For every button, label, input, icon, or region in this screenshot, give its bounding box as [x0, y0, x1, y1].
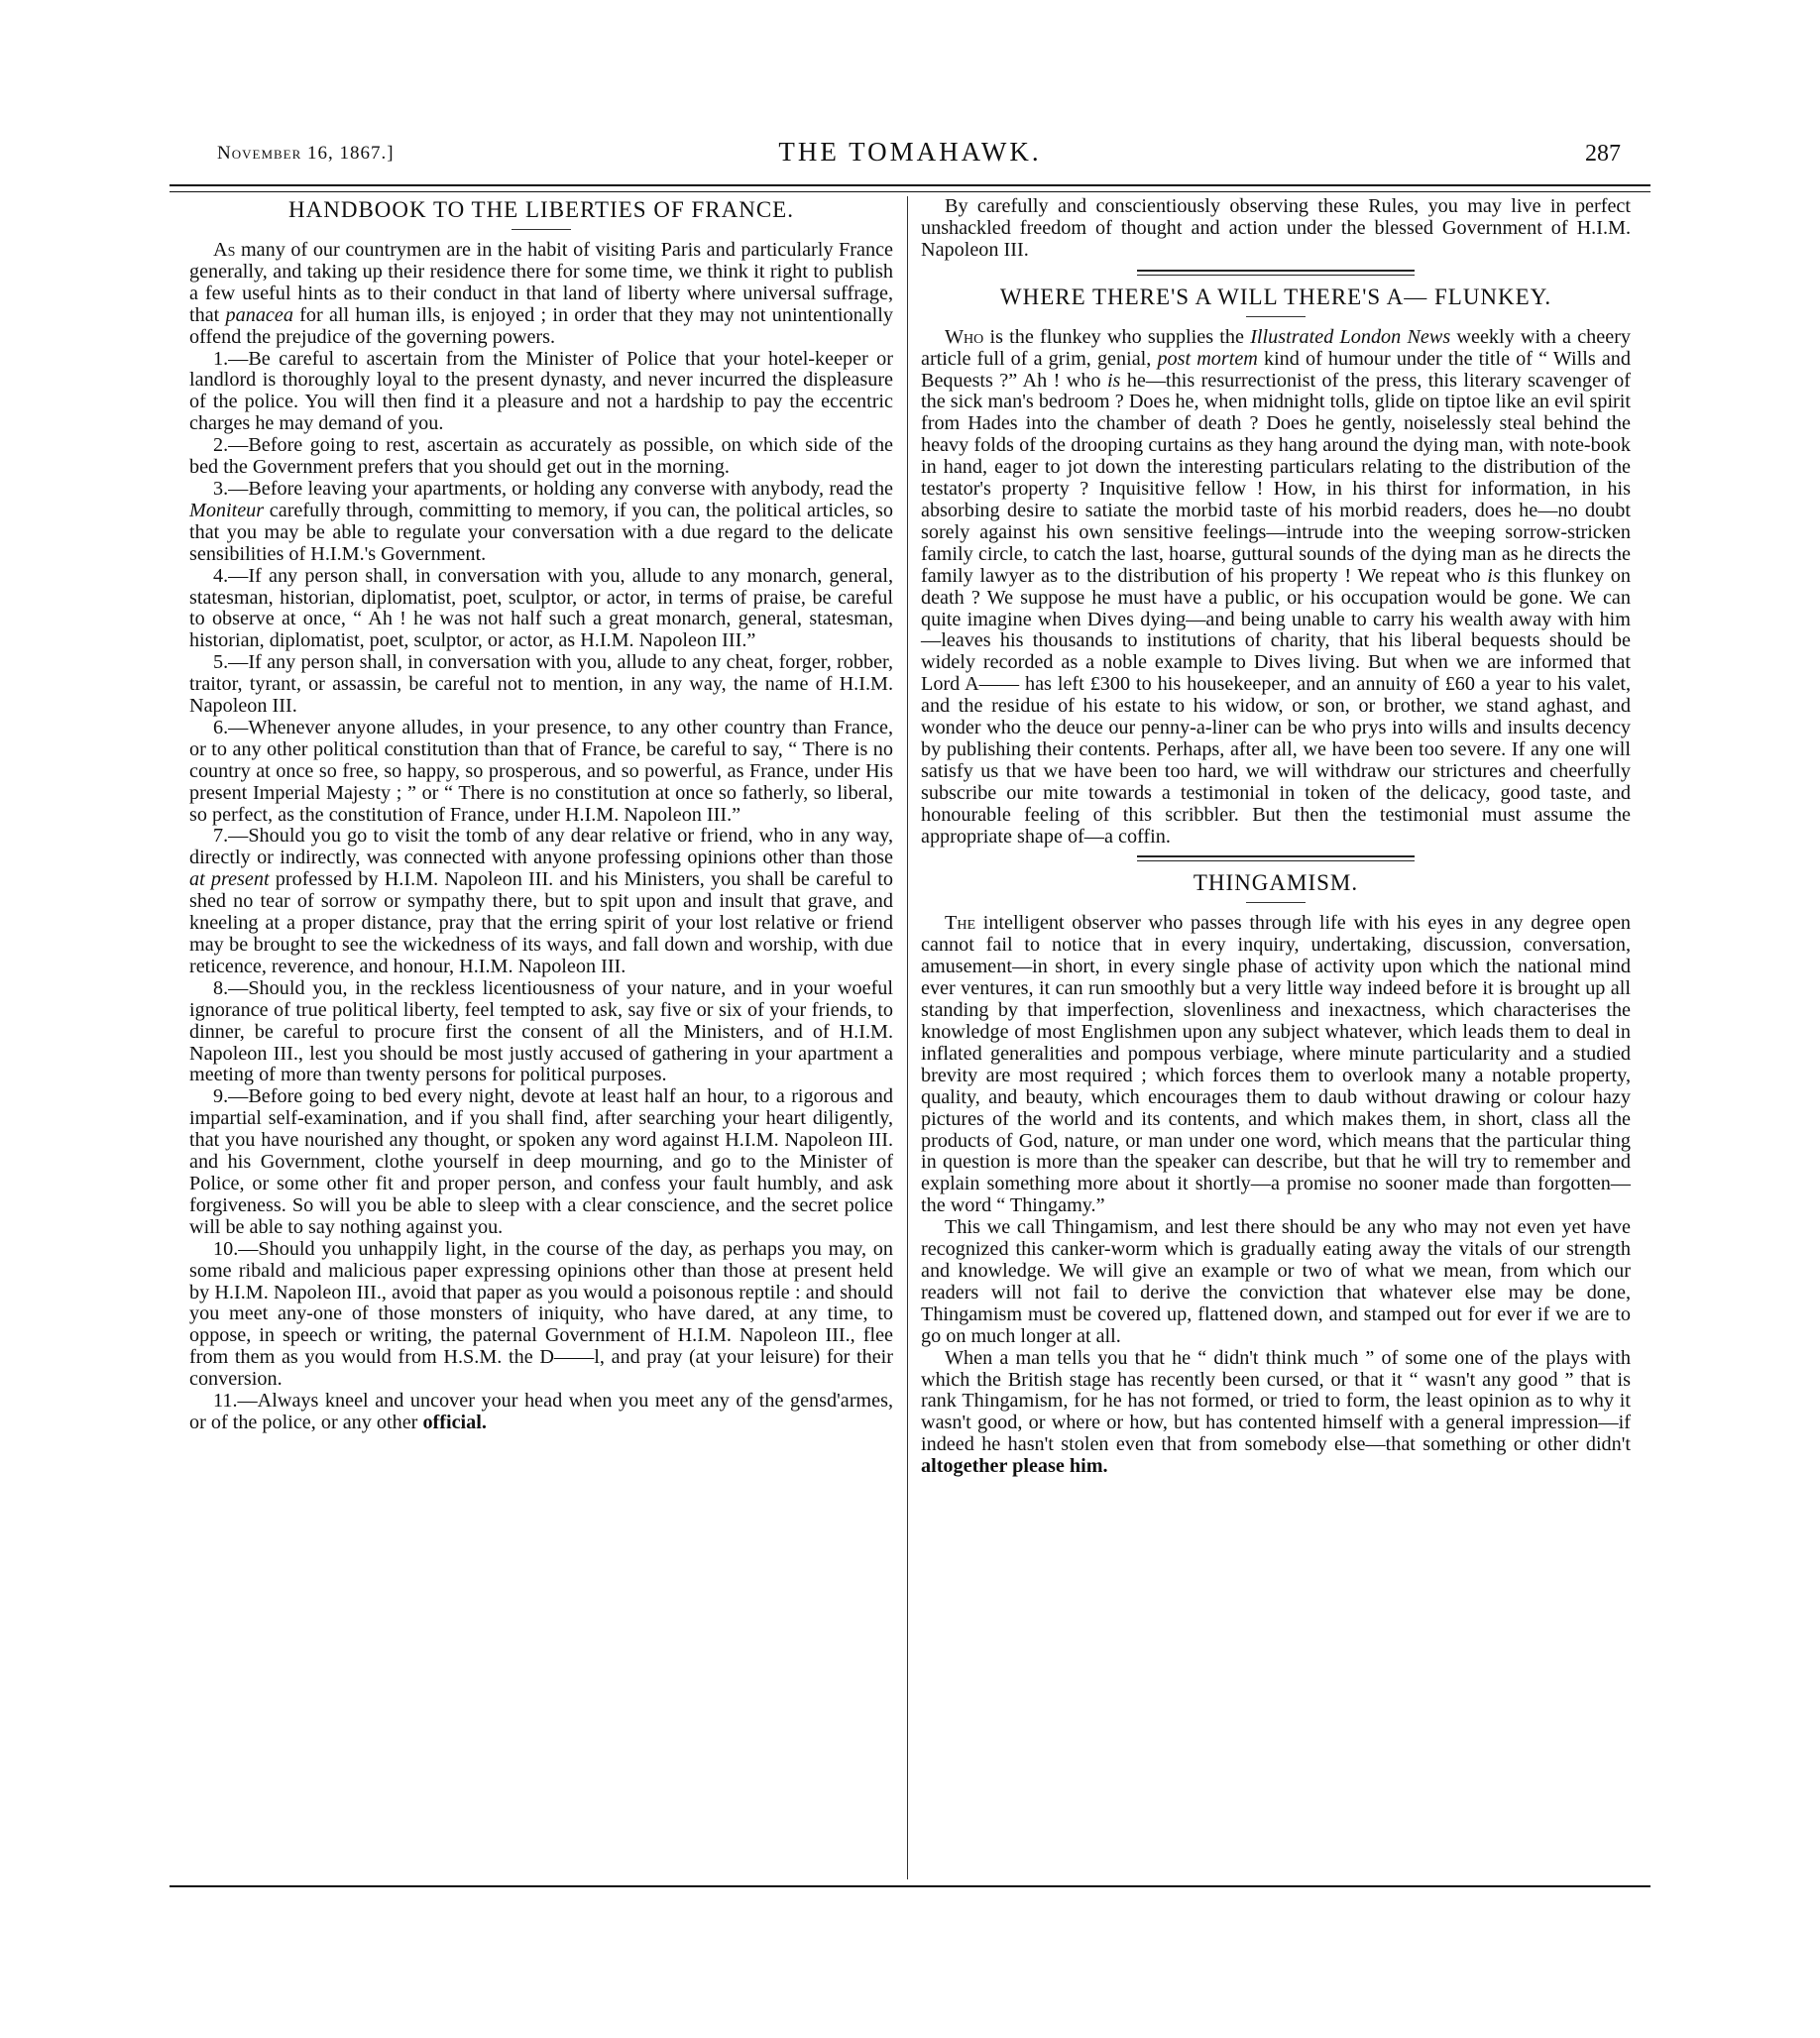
- column-divider: [907, 196, 908, 1879]
- rule-7-text-b: professed by H.I.M. Napoleon III. and his Ministers, you shall be careful to shed no tear of sorrow or sympathy there, but to spit upon and insult that grave, and kneeling at a proper distance, pray that the erring spirit of your lost relative or friend may be brought to see the wickedness of its ways, and fall down and worship, with due reticence, reverence, and honour, H.I.M. Napoleon III.: [189, 868, 893, 977]
- rule-7: [189, 826, 893, 977]
- rule-8: 8.—Should you, in the reckless licentiousness of your nature, and in your woeful ignorance of true political liberty, feel tempted to ask, say five or six of your friends, to dinner, be careful to procure first the consent of all the Ministers, and of H.I.M. Napoleon III., lest you should be most justly accused of gathering in your apartment a meeting of more than twenty persons for political purposes.: [189, 976, 893, 1086]
- rule-5: 5.—If any person shall, in conversation with you, allude to any cheat, forger, robber, traitor, tyrant, or assassin, be careful not to mention, in any way, the name of H.I.M. Napoleon III.: [189, 651, 893, 718]
- flunkey-emphasis-1: Illustrated London News: [1250, 325, 1451, 348]
- masthead: [170, 135, 1650, 170]
- intro-lead: As: [213, 239, 236, 261]
- title-rule: [512, 229, 571, 230]
- columns: [170, 196, 1650, 1887]
- thingamism-text-1: intelligent observer who passes through life with his eyes in any degree open cannot fail to notice that in every inquiry, undertaking, discussion, conversation, amusement—in short, in every single phase of activity upon which the national mind ever ventures, it can run smoothly but a very little way indeed before it is brought up all standing by that imperfection, slovenliness and inexactness, which characterises the knowledge of most Englishmen upon any subject whatever, which leads them to deal in inflated generalities and pompous verbiage, where minute particularity and a studied brevity are most required ; which forces them to overlook many a notable property, quality, and beauty, which encourages them to daub without drawing or colour hazy pictures of the world and its contents, and which makes them, in short, class all the products of God, nature, or man under one word, which means that the particular thing in question is more than the speaker can describe, but that he will try to remember and explain something more about it shortly—a promise no sooner made than forgotten—the word “ Thingamy.”: [921, 912, 1631, 1217]
- rule-11-text-a: 11.—Always kneel and uncover your head when you meet any of the gensd'armes, or of the police, or any other: [189, 1390, 893, 1433]
- flunkey-emphasis-4: is: [1487, 564, 1501, 587]
- thingamism-paragraph-3: [921, 1348, 1631, 1478]
- flunkey-lead: Who: [945, 325, 984, 348]
- rule-10: 10.—Should you unhappily light, in the course of the day, as perhaps you may, on some ribald and malicious paper expressing opinions other than those at present held by H.I.M. Napoleon III., avoid that paper as you would a poisonous reptile : and should you meet any-one of those monsters of iniquity, who have dared, at any time, to oppose, in speech or writing, the paternal Government of H.I.M. Napoleon III., flee from them as you would from H.S.M. the D——l, and pray (at your leisure) for their conversion.: [189, 1237, 893, 1391]
- page-number: 287: [1585, 141, 1621, 167]
- rule-3-text-a: 3.—Before leaving your apartments, or holding any converse with anybody, read the: [213, 477, 893, 500]
- rule-11-bold: official.: [422, 1411, 487, 1433]
- rule-3-text-b: carefully through, committing to memory, if you can, the political articles, so that you may be able to regulate your conversation with a due regard to the delicate sensibilities of H.I.M.'s Government.: [189, 499, 893, 565]
- title-rule: [1246, 316, 1306, 317]
- flunkey-text-b: weekly with a cheery article full of a grim, genial,: [921, 325, 1632, 370]
- thingamism-lead: The: [945, 912, 975, 935]
- flunkey-text-c: kind of humour under the title of “ Wills and Bequests ?” Ah ! who: [921, 347, 1631, 392]
- thingamism-text-3b: altogether please him.: [921, 1455, 1108, 1478]
- rule-4: 4.—If any person shall, in conversation with you, allude to any monarch, general, statesman, historian, diplomatist, poet, sculptor, or actor, in terms of praise, be careful to observe at once, “ Ah ! he was not half such a great monarch, general, statesman, historian, diplomatist, poet, sculptor, or actor, as H.I.M. Napoleon III.”: [189, 564, 893, 652]
- flunkey-text-a: is the flunkey who supplies the: [983, 325, 1251, 348]
- rule-11: [189, 1391, 893, 1434]
- flunkey-emphasis-2: post mortem: [1157, 347, 1258, 370]
- title-rule: [1246, 902, 1306, 903]
- rule-1: 1.—Be careful to ascertain from the Minister of Police that your hotel-keeper or landlord is thoroughly loyal to the present dynasty, and never incurred the displeasure of the police. You will then find it a pleasure and not a hardship to pay the eccentric charges he may demand of you.: [189, 347, 893, 435]
- thingamism-paragraph-2: This we call Thingamism, and lest there should be any who may not even yet have recognized this canker-worm which is gradually eating away the vitals of our strength and knowledge. We will give an example or two of what we mean, from which our readers will not fail to derive the conviction that whatever else may be done, Thingamism must be covered up, flattened down, and stamped out for ever if we are to go on much longer at all.: [921, 1216, 1631, 1347]
- rule-7-text-a: 7.—Should you go to visit the tomb of any dear relative or friend, who in any way, directly or indirectly, was connected with anyone professing opinions other than those: [189, 825, 893, 869]
- rule-9: 9.—Before going to bed every night, devote at least half an hour, to a rigorous and impartial self-examination, and if you shall find, after searching your heart diligently, that you have nourished any thought, or spoken any word against H.I.M. Napoleon III. and his Government, clothe yourself in deep mourning, and go to the Minister of Police, or some other fit and proper person, and confess your fault humbly, and ask forgiveness. So will you be able to sleep with a clear conscience, and the secret police will be able to say nothing against you.: [189, 1085, 893, 1238]
- rule-2: 2.—Before going to rest, ascertain as accurately as possible, on which side of the bed the Government prefers that you should get out in the morning.: [189, 434, 893, 479]
- rule-3: [189, 479, 893, 566]
- rule-3-emphasis: Moniteur: [189, 499, 265, 521]
- issue-date: November 16, 1867.]: [217, 143, 395, 164]
- article-title-thingamism: THINGAMISM.: [1193, 870, 1359, 896]
- right-column: [921, 196, 1631, 1887]
- thingamism-text-3a: When a man tells you that he “ didn't think much ” of some one of the plays with which the British stage has recently been cursed, or that it “ wasn't any good ” that is rank Thingamism, for he has not formed, or tried to form, the least opinion as to why it wasn't good, or where or how, but has contented himself with a general impression—if indeed he hasn't stolen even that from somebody else—that something or other didn't: [921, 1346, 1631, 1456]
- thingamism-paragraph-1: [921, 913, 1631, 1217]
- flunkey-paragraph: [921, 327, 1631, 849]
- section-rule: [1137, 855, 1415, 861]
- article-title-handbook: HANDBOOK TO THE LIBERTIES OF FRANCE.: [288, 197, 794, 222]
- handbook-closing: By carefully and conscientiously observing these Rules, you may live in perfect unshackled freedom of thought and action under the blessed Government of H.I.M. Napoleon III.: [921, 195, 1631, 261]
- rule-6: 6.—Whenever anyone alludes, in your presence, to any other country than France, or to any other political constitution than that of France, be careful to say, “ There is no country at once so free, so happy, so prosperous, and so powerful, as France, under His present Imperial Majesty ; ” or “ There is no constitution at once so fatherly, so liberal, so perfect, as the constitution of France, under H.I.M. Napoleon III.”: [189, 716, 893, 826]
- newspaper-page: [170, 135, 1650, 1887]
- flunkey-text-e: this flunkey on death ? We suppose he must have a public, or his occupation would be gone. We can quite imagine when Dives dying—and being unable to carry his wealth away with him—leaves his thousands to institutions of charity, that his liberal bequests should be widely recorded as a noble example to Dives living. But when we are informed that Lord A—— has left £300 to his housekeeper, and an annuity of £60 a year to his valet, and the residue of his estate to his widow, or son, or brother, we stand aghast, and wonder who the deuce our penny-a-liner can be who prys into wills and insults decency by publishing their contents. Perhaps, after all, we have been too severe. If any one will satisfy us that we have been too hard, we will withdraw our strictures and cheerfully subscribe our mite towards a testimonial in token of the delicacy, good taste, and honourable feeling of this scribbler. But then the testimonial must assume the appropriate shape of—a coffin.: [921, 564, 1631, 848]
- masthead-rule: [170, 184, 1650, 192]
- publication-title: THE TOMAHAWK.: [778, 137, 1042, 167]
- intro-text-b: for all human ills, is enjoyed ; in order that they may not unintentionally offend the prejudice of the governing powers.: [189, 303, 893, 348]
- bottom-rule: [170, 1885, 1650, 1887]
- flunkey-emphasis-3: is: [1106, 369, 1121, 392]
- section-rule: [1137, 270, 1415, 276]
- intro-text-a: many of our countrymen are in the habit of visiting Paris and particularly France generally, and taking up their residence there for some time, we think it right to publish a few useful hints as to their conduct in that land of liberty where universal suffrage, that: [189, 239, 893, 326]
- article-title-flunkey: WHERE THERE'S A WILL THERE'S A— FLUNKEY.: [999, 283, 1552, 309]
- rule-7-emphasis: at present: [189, 868, 270, 891]
- intro-emphasis: panacea: [225, 303, 293, 326]
- flunkey-text-d: he—this resurrectionist of the press, this literary scavenger of the sick man's bedroom ? Does he, when midnight tolls, glide on tiptoe like an evil spirit from Hades into the chamber of death ? Does he gently, noiselessly steal behind the heavy folds of the drooping curtains as they hang around the dying man, with note-book in hand, eager to jot down the interesting particulars relating to the distribution of the testator's property ? Inquisitive fellow ! How, in his thirst for information, in his absorbing desire to satiate the morbid taste of his morbid readers, does he—no doubt sorely against his own sensitive feelings—intrude into the weeping sorrow-stricken family circle, to catch the last, hoarse, guttural sounds of the dying man as he directs the family lawyer as to the distribution of his property ! We repeat who: [921, 369, 1631, 587]
- handbook-intro: [189, 240, 893, 349]
- left-column: [189, 196, 893, 1887]
